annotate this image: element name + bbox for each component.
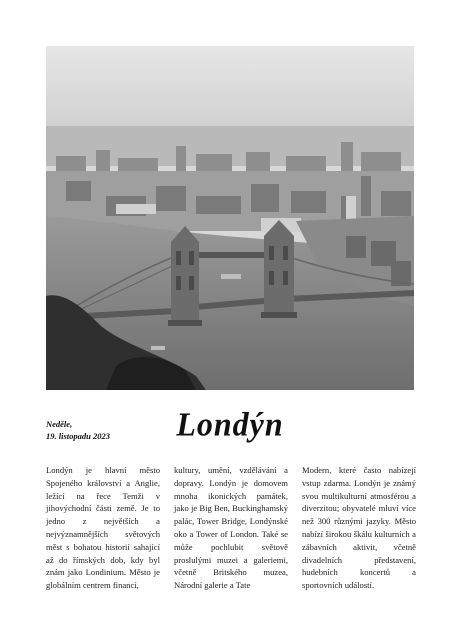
article-body [46, 464, 416, 592]
article-date [46, 418, 156, 442]
date-day: Neděle, [46, 419, 73, 429]
date-full: 19. listopadu 2023 [46, 431, 110, 441]
article-column-1: Londýn je hlavní město Spojeného království a Anglie, ležící na řece Temži v jihovýchodní části země. Je to jedno z největších a nejvýznamnějších světových měst s bohatou historií sahající až do římských dob, kdy byl znám jako Londinium. Město je globálním centrem financí, [46, 465, 160, 591]
article-title: Londýn [176, 405, 284, 443]
hero-photo-london-tower-bridge [46, 46, 414, 390]
article-column-2: kultury, umění, vzdělávání a dopravy. Londýn je domovem mnoha ikonických památek, jako je Big Ben, Buckinghamský palác, Tower Bridge, Londýnské oko a Tower of London. Také se může pochlubit světově proslulými muzei a galeriemi, včetně Britského muzea, Národní galerie a Tate [174, 465, 288, 591]
tower-bridge-illustration [46, 46, 414, 390]
article-column-3: Modern, které často nabízejí vstup zdarma. Londýn je známý svou multikulturní atmosférou a diverzitou; obyvatelé mluví více než 300 různými jazyky. Město nabízí širokou škálu kulturních a zábavních aktivit, včetně divadelních představení, hudebních koncertů a sportovních událostí. [302, 465, 416, 591]
